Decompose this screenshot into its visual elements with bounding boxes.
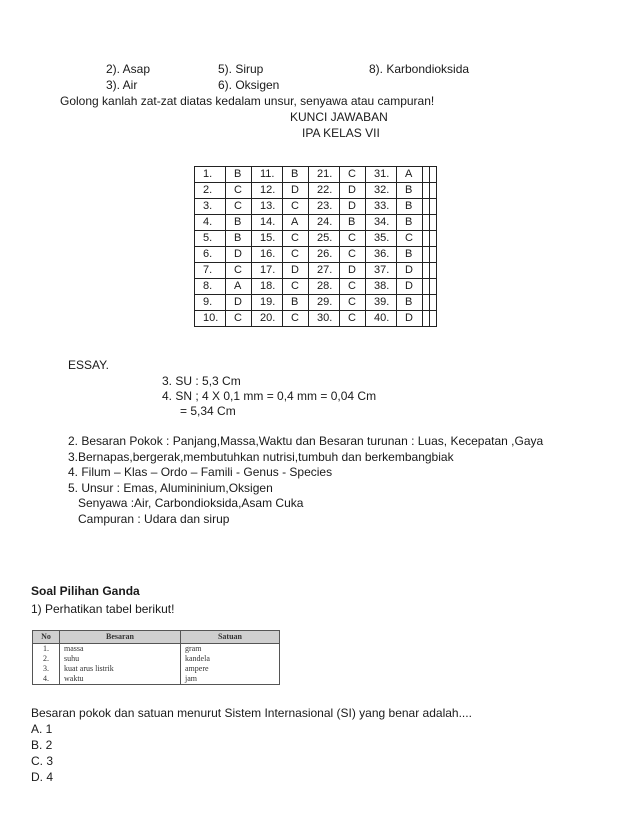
key-empty-cell [430,199,437,215]
key-answer-cell: C [340,295,366,311]
key-empty-cell [430,231,437,247]
essay-answer-3: 3. SU : 5,3 Cm [162,374,241,388]
answer-key-table [194,166,437,327]
qty-cell: 3. [33,664,60,674]
essay-item-3: 3.Bernapas,bergerak,membutuhkan nutrisi,tumbuh dan berkembangbiak [68,450,454,464]
key-number-cell: 24. [309,215,340,231]
key-answer-cell: B [397,247,423,263]
key-answer-cell: D [283,263,309,279]
key-number-cell: 32. [366,183,397,199]
key-number-cell: 21. [309,167,340,183]
essay-item-5: 5. Unsur : Emas, Alumininium,Oksigen [68,481,273,495]
key-empty-cell [423,295,430,311]
key-answer-cell: D [397,311,423,327]
key-number-cell: 34. [366,215,397,231]
qty-cell: 2. [33,654,60,664]
key-answer-cell: C [226,311,252,327]
key-answer-cell: C [283,231,309,247]
key-answer-cell: C [340,247,366,263]
quantity-unit-table [32,630,280,685]
qty-cell: 1. [33,644,60,655]
key-number-cell: 22. [309,183,340,199]
key-answer-cell: B [397,199,423,215]
table-row [33,664,280,674]
key-subtitle: IPA KELAS VII [302,126,380,140]
key-number-cell: 31. [366,167,397,183]
essay-item-2: 2. Besaran Pokok : Panjang,Massa,Waktu dan Besaran turunan : Luas, Kecepatan ,Gaya [68,434,544,448]
key-number-cell: 1. [195,167,226,183]
key-answer-cell: C [340,167,366,183]
list-item-asap: 2). Asap [106,62,151,76]
qty-header-satuan: Satuan [181,631,280,644]
key-empty-cell [430,247,437,263]
key-answer-cell: B [397,183,423,199]
table-row [33,654,280,664]
key-answer-cell: D [340,199,366,215]
key-number-cell: 18. [252,279,283,295]
key-number-cell: 7. [195,263,226,279]
key-number-cell: 2. [195,183,226,199]
key-answer-cell: C [283,311,309,327]
key-number-cell: 11. [252,167,283,183]
key-answer-cell: C [283,247,309,263]
key-answer-cell: C [283,279,309,295]
key-answer-cell: B [397,295,423,311]
essay-answer-4-result: = 5,34 Cm [180,404,236,418]
qty-cell: jam [181,674,280,685]
table-row [195,183,437,199]
mc-question-1-intro: 1) Perhatikan tabel berikut! [31,602,175,616]
key-empty-cell [430,167,437,183]
mc-option-b: B. 2 [31,738,53,752]
key-empty-cell [423,279,430,295]
key-number-cell: 5. [195,231,226,247]
key-empty-cell [423,183,430,199]
key-number-cell: 10. [195,311,226,327]
table-row [195,279,437,295]
key-answer-cell: A [226,279,252,295]
key-empty-cell [423,231,430,247]
key-empty-cell [430,311,437,327]
key-answer-cell: D [283,183,309,199]
key-number-cell: 26. [309,247,340,263]
key-number-cell: 40. [366,311,397,327]
key-number-cell: 35. [366,231,397,247]
list-item-oksigen: 6). Oksigen [218,78,280,92]
essay-item-5-campuran: Campuran : Udara dan sirup [78,512,230,526]
key-answer-cell: A [397,167,423,183]
key-answer-cell: B [226,167,252,183]
essay-heading: ESSAY. [68,358,109,372]
list-item-air: 3). Air [106,78,138,92]
table-row [195,295,437,311]
key-empty-cell [423,311,430,327]
table-row [195,311,437,327]
table-row [195,263,437,279]
table-row [33,644,280,655]
mc-option-a: A. 1 [31,722,53,736]
key-number-cell: 17. [252,263,283,279]
key-empty-cell [423,215,430,231]
key-answer-cell: C [226,199,252,215]
key-answer-cell: B [283,167,309,183]
key-empty-cell [423,199,430,215]
key-number-cell: 27. [309,263,340,279]
mc-option-d: D. 4 [31,770,54,784]
instruction-text: Golong kanlah zat-zat diatas kedalam unsur, senyawa atau campuran! [60,94,435,108]
qty-cell: waktu [60,674,181,685]
key-number-cell: 36. [366,247,397,263]
key-number-cell: 15. [252,231,283,247]
key-empty-cell [430,263,437,279]
key-empty-cell [423,247,430,263]
table-row [195,215,437,231]
key-answer-cell: D [226,295,252,311]
key-number-cell: 6. [195,247,226,263]
key-empty-cell [430,279,437,295]
key-number-cell: 25. [309,231,340,247]
mc-question-1-text: Besaran pokok dan satuan menurut Sistem Internasional (SI) yang benar adalah.... [31,706,472,720]
qty-cell: gram [181,644,280,655]
key-empty-cell [430,295,437,311]
table-row [195,199,437,215]
key-answer-cell: B [340,215,366,231]
table-row [195,247,437,263]
key-empty-cell [423,167,430,183]
list-item-sirup: 5). Sirup [218,62,264,76]
key-answer-cell: C [283,199,309,215]
qty-cell: suhu [60,654,181,664]
key-number-cell: 23. [309,199,340,215]
key-answer-cell: D [397,279,423,295]
key-answer-cell: A [283,215,309,231]
key-answer-cell: B [226,215,252,231]
essay-item-5-senyawa: Senyawa :Air, Carbondioksida,Asam Cuka [78,496,304,510]
key-number-cell: 14. [252,215,283,231]
qty-cell: kuat arus listrik [60,664,181,674]
key-answer-cell: C [340,231,366,247]
key-number-cell: 28. [309,279,340,295]
key-number-cell: 30. [309,311,340,327]
key-number-cell: 39. [366,295,397,311]
key-answer-cell: B [397,215,423,231]
key-number-cell: 38. [366,279,397,295]
key-answer-cell: D [340,183,366,199]
key-number-cell: 9. [195,295,226,311]
key-answer-cell: C [226,183,252,199]
key-empty-cell [423,263,430,279]
key-number-cell: 3. [195,199,226,215]
key-number-cell: 12. [252,183,283,199]
key-number-cell: 37. [366,263,397,279]
qty-cell: massa [60,644,181,655]
table-row [195,167,437,183]
key-number-cell: 29. [309,295,340,311]
qty-cell: kandela [181,654,280,664]
key-number-cell: 19. [252,295,283,311]
qty-cell: ampere [181,664,280,674]
key-answer-cell: C [397,231,423,247]
essay-answer-4: 4. SN ; 4 X 0,1 mm = 0,4 mm = 0,04 Cm [162,389,377,403]
key-empty-cell [430,183,437,199]
key-answer-cell: B [226,231,252,247]
key-number-cell: 33. [366,199,397,215]
key-number-cell: 16. [252,247,283,263]
key-answer-cell: C [340,279,366,295]
qty-cell: 4. [33,674,60,685]
table-row [195,231,437,247]
key-answer-cell: D [226,247,252,263]
key-answer-cell: D [340,263,366,279]
list-item-karbondioksida: 8). Karbondioksida [369,62,470,76]
key-answer-cell: D [397,263,423,279]
key-answer-cell: C [226,263,252,279]
key-number-cell: 20. [252,311,283,327]
mc-heading: Soal Pilihan Ganda [31,584,140,598]
key-number-cell: 4. [195,215,226,231]
qty-header-no: No [33,631,60,644]
qty-header-besaran: Besaran [60,631,181,644]
key-answer-cell: C [340,311,366,327]
mc-option-c: C. 3 [31,754,54,768]
table-row [33,674,280,685]
key-number-cell: 8. [195,279,226,295]
key-empty-cell [430,215,437,231]
essay-item-4: 4. Filum – Klas – Ordo – Famili - Genus - Species [68,465,333,479]
key-number-cell: 13. [252,199,283,215]
key-answer-cell: B [283,295,309,311]
key-title: KUNCI JAWABAN [290,110,388,124]
